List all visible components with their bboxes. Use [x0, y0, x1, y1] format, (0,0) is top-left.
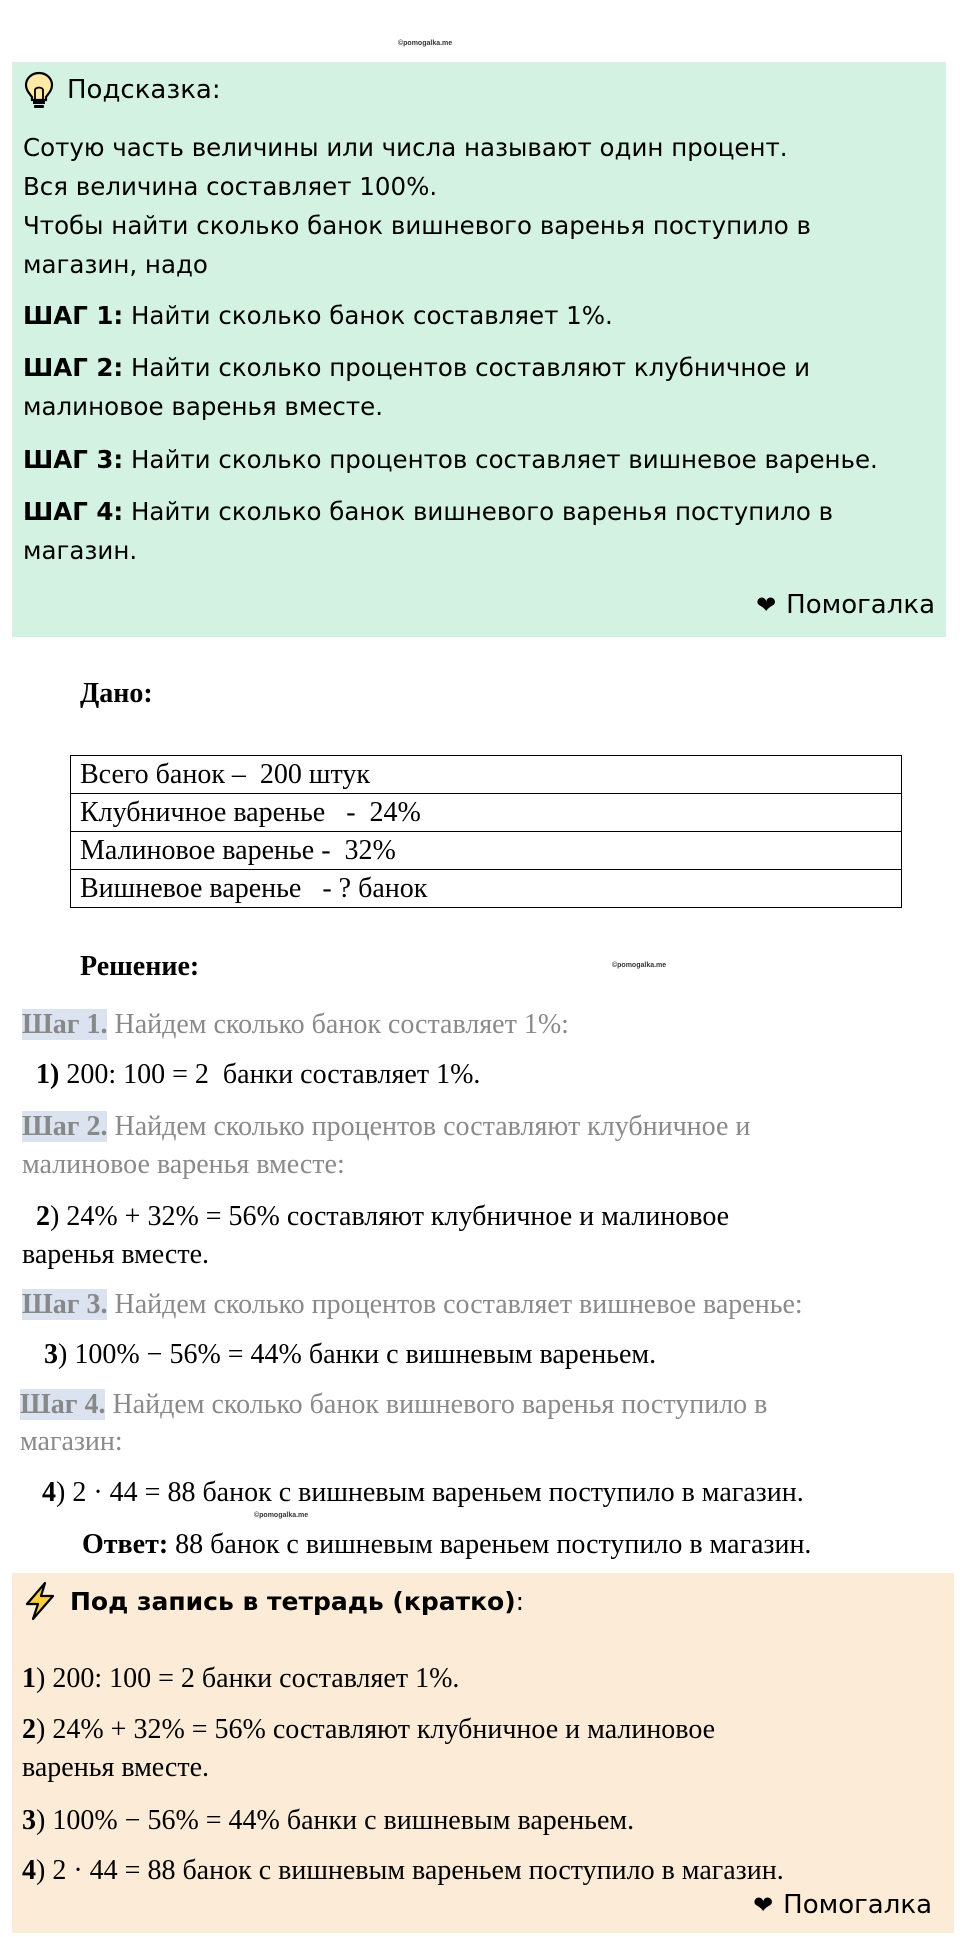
- lightning-icon: [22, 1581, 58, 1621]
- line-number: 4: [22, 1855, 36, 1886]
- solution-step-4-desc: [20, 1386, 767, 1424]
- notebook-title: Под запись в тетрадь (кратко): [70, 1586, 516, 1616]
- step-number: 2: [36, 1201, 50, 1232]
- solution-step-4-calc: [42, 1474, 804, 1512]
- heart-icon: ❤: [756, 591, 777, 619]
- table-cell: Клубничное варенье - 24%: [71, 794, 902, 832]
- hint-step-1: [23, 296, 935, 335]
- watermark-middle: ©pomogalka.me: [612, 962, 667, 969]
- answer-line: [82, 1526, 811, 1564]
- solution-step-2-desc-cont: малиновое варенья вместе:: [22, 1149, 345, 1180]
- table-cell: Всего банок – 200 штук: [71, 756, 902, 794]
- lightbulb-icon: [23, 70, 55, 110]
- hint-line: Вся величина составляет 100%.: [23, 172, 438, 201]
- step-text-cont: магазин.: [23, 536, 138, 565]
- solution-step-1-calc: [36, 1056, 480, 1094]
- step-calc: ) 100% − 56% = 44% банки с вишневым вареньем.: [58, 1339, 657, 1370]
- watermark-top: ©pomogalka.me: [398, 40, 453, 47]
- hint-header: [23, 70, 221, 110]
- notebook-line-4: [22, 1852, 784, 1890]
- hint-step-3: [23, 440, 935, 479]
- hint-step-2: [23, 348, 935, 426]
- line-number: 1: [22, 1663, 36, 1694]
- step-label: Шаг 1.: [22, 1009, 108, 1040]
- hint-line: Чтобы найти сколько банок вишневого варенья поступило в: [23, 211, 811, 240]
- line-text: ) 200: 100 = 2 банки составляет 1%.: [36, 1663, 460, 1694]
- hint-step-4: [23, 492, 935, 570]
- answer-text: 88 банок с вишневым вареньем поступило в магазин.: [168, 1529, 812, 1560]
- step-text: Найти сколько процентов составляет вишневое варенье.: [123, 445, 878, 474]
- line-text: ) 2 · 44 = 88 банок с вишневым вареньем поступило в магазин.: [36, 1855, 784, 1886]
- given-table: [70, 755, 902, 908]
- step-text-cont: малиновое варенья вместе.: [23, 392, 384, 421]
- line-text: ) 24% + 32% = 56% составляют клубничное и малиновое: [36, 1714, 716, 1745]
- watermark-lower: ©pomogalka.me: [254, 1512, 309, 1519]
- step-desc: Найдем сколько банок составляет 1%:: [107, 1009, 569, 1040]
- step-label: Шаг 2.: [22, 1111, 108, 1142]
- step-desc: Найдем сколько процентов составляют клубничное и: [107, 1111, 751, 1142]
- notebook-title-colon: :: [515, 1586, 525, 1616]
- notebook-line-2-cont: варенья вместе.: [22, 1752, 210, 1783]
- solution-step-2-calc: [36, 1198, 729, 1236]
- step-number: 1): [36, 1059, 60, 1090]
- hint-line: магазин, надо: [23, 250, 208, 279]
- step-desc: Найдем сколько банок вишневого варенья поступило в: [105, 1389, 768, 1420]
- step-label: Шаг 3.: [22, 1289, 108, 1320]
- solution-step-3-calc: [44, 1336, 656, 1374]
- line-text: ) 100% − 56% = 44% банки с вишневым вареньем.: [36, 1805, 635, 1836]
- step-label: ШАГ 4:: [23, 497, 124, 526]
- step-label: ШАГ 1:: [23, 301, 124, 330]
- signature-text: Помогалка: [786, 590, 935, 620]
- table-cell: Малиновое варенье - 32%: [71, 832, 902, 870]
- step-text: Найти сколько банок вишневого варенья поступило в: [123, 497, 834, 526]
- solution-step-2-calc-cont: варенья вместе.: [22, 1239, 210, 1270]
- notebook-header: [22, 1581, 524, 1621]
- line-number: 3: [22, 1805, 36, 1836]
- step-calc: ) 2 · 44 = 88 банок с вишневым вареньем поступило в магазин.: [56, 1477, 804, 1508]
- step-text: Найти сколько банок составляет 1%.: [123, 301, 613, 330]
- step-number: 3: [44, 1339, 58, 1370]
- signature-text: Помогалка: [783, 1890, 932, 1920]
- answer-label: Ответ:: [82, 1529, 169, 1560]
- step-calc: 200: 100 = 2 банки составляет 1%.: [59, 1059, 481, 1090]
- step-text: Найти сколько процентов составляют клубничное и: [123, 353, 811, 382]
- notebook-signature: [753, 1890, 932, 1920]
- step-label: Шаг 4.: [20, 1389, 106, 1420]
- solution-step-1-desc: [22, 1006, 569, 1044]
- step-label: ШАГ 3:: [23, 445, 124, 474]
- step-desc: Найдем сколько процентов составляет вишневое варенье:: [107, 1289, 803, 1320]
- table-row: [71, 756, 902, 794]
- notebook-line-3: [22, 1802, 634, 1840]
- notebook-box: [12, 1573, 954, 1933]
- step-number: 4: [42, 1477, 56, 1508]
- solution-step-3-desc: [22, 1286, 803, 1324]
- solution-step-2-desc: [22, 1108, 750, 1146]
- hint-intro: [23, 128, 935, 284]
- solution-title: Решение:: [80, 951, 200, 982]
- given-title: Дано:: [80, 678, 153, 709]
- hint-signature: [756, 586, 935, 625]
- table-cell: Вишневое варенье - ? банок: [71, 870, 902, 908]
- step-calc: ) 24% + 32% = 56% составляют клубничное и малиновое: [50, 1201, 730, 1232]
- notebook-line-2: [22, 1711, 715, 1749]
- table-row: [71, 832, 902, 870]
- table-row: [71, 870, 902, 908]
- hint-line: Сотую часть величины или числа называют один процент.: [23, 133, 788, 162]
- notebook-line-1: [22, 1660, 459, 1698]
- table-row: [71, 794, 902, 832]
- hint-box: [12, 62, 946, 637]
- hint-title: Подсказка:: [67, 74, 221, 105]
- step-label: ШАГ 2:: [23, 353, 124, 382]
- heart-icon: ❤: [753, 1891, 774, 1919]
- solution-step-4-desc-cont: магазин:: [20, 1426, 123, 1457]
- line-number: 2: [22, 1714, 36, 1745]
